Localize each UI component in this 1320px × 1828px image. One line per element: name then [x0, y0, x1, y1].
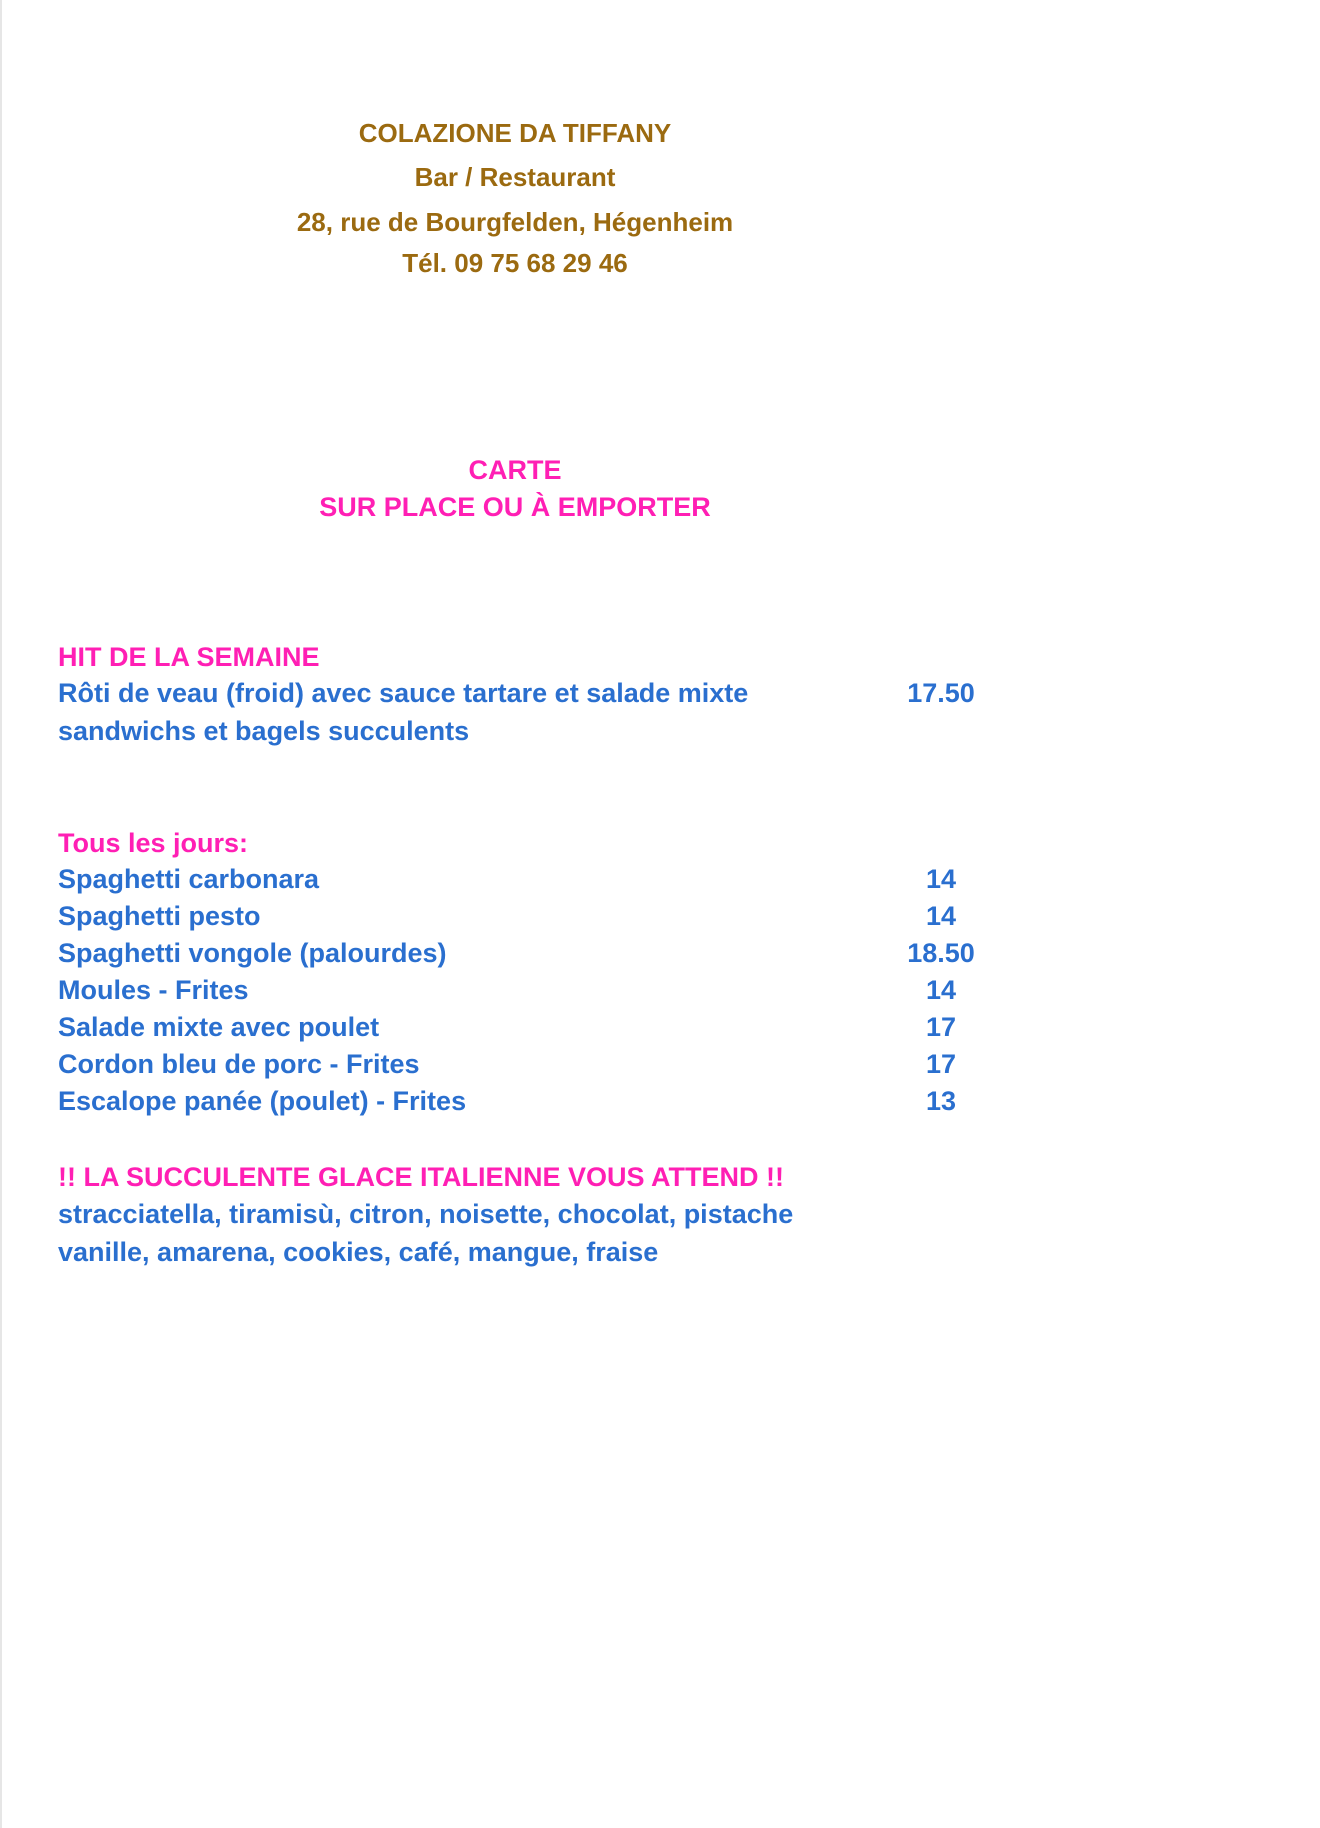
gelato-flavors-line1: stracciatella, tiramisù, citron, noisette, chocolat, pistache	[58, 1199, 794, 1229]
hit-subtitle: sandwichs et bagels succulents	[58, 716, 470, 746]
item-price: 17.50	[907, 678, 975, 708]
item-price: 14	[925, 901, 957, 931]
menu-item	[58, 1012, 958, 1049]
item-name: Spaghetti carbonara	[58, 864, 320, 894]
hit-item	[58, 678, 975, 715]
item-price: 13	[925, 1086, 957, 1116]
restaurant-address: 28, rue de Bourgfelden, Hégenheim	[296, 207, 734, 237]
restaurant-name: COLAZIONE DA TIFFANY	[358, 118, 672, 148]
item-name: Moules - Frites	[58, 975, 249, 1005]
restaurant-phone: Tél. 09 75 68 29 46	[402, 248, 628, 278]
item-price: 17	[925, 1012, 957, 1042]
menu-item	[58, 864, 958, 901]
item-name: Spaghetti vongole (palourdes)	[58, 938, 447, 968]
menu-title-carte: CARTE	[468, 455, 562, 485]
item-name: Rôti de veau (froid) avec sauce tartare et salade mixte	[58, 678, 749, 708]
gelato-heading: !! LA SUCCULENTE GLACE ITALIENNE VOUS ATTEND !!	[58, 1162, 784, 1192]
item-price: 18.50	[907, 938, 975, 968]
item-name: Cordon bleu de porc - Frites	[58, 1049, 420, 1079]
gelato-flavors-line2: vanille, amarena, cookies, café, mangue, fraise	[58, 1237, 659, 1267]
menu-title-subtitle: SUR PLACE OU À EMPORTER	[319, 492, 711, 522]
item-price: 14	[925, 864, 957, 894]
item-price: 17	[925, 1049, 957, 1079]
daily-heading: Tous les jours:	[58, 828, 249, 858]
menu-item	[58, 975, 958, 1012]
item-name: Escalope panée (poulet) - Frites	[58, 1086, 467, 1116]
item-price: 14	[925, 975, 957, 1005]
item-name: Salade mixte avec poulet	[58, 1012, 380, 1042]
menu-item	[58, 901, 958, 938]
item-name: Spaghetti pesto	[58, 901, 261, 931]
menu-item	[58, 938, 975, 975]
menu-item	[58, 1086, 958, 1123]
menu-item	[58, 1049, 958, 1086]
hit-heading: HIT DE LA SEMAINE	[58, 642, 320, 672]
restaurant-type: Bar / Restaurant	[414, 162, 616, 192]
